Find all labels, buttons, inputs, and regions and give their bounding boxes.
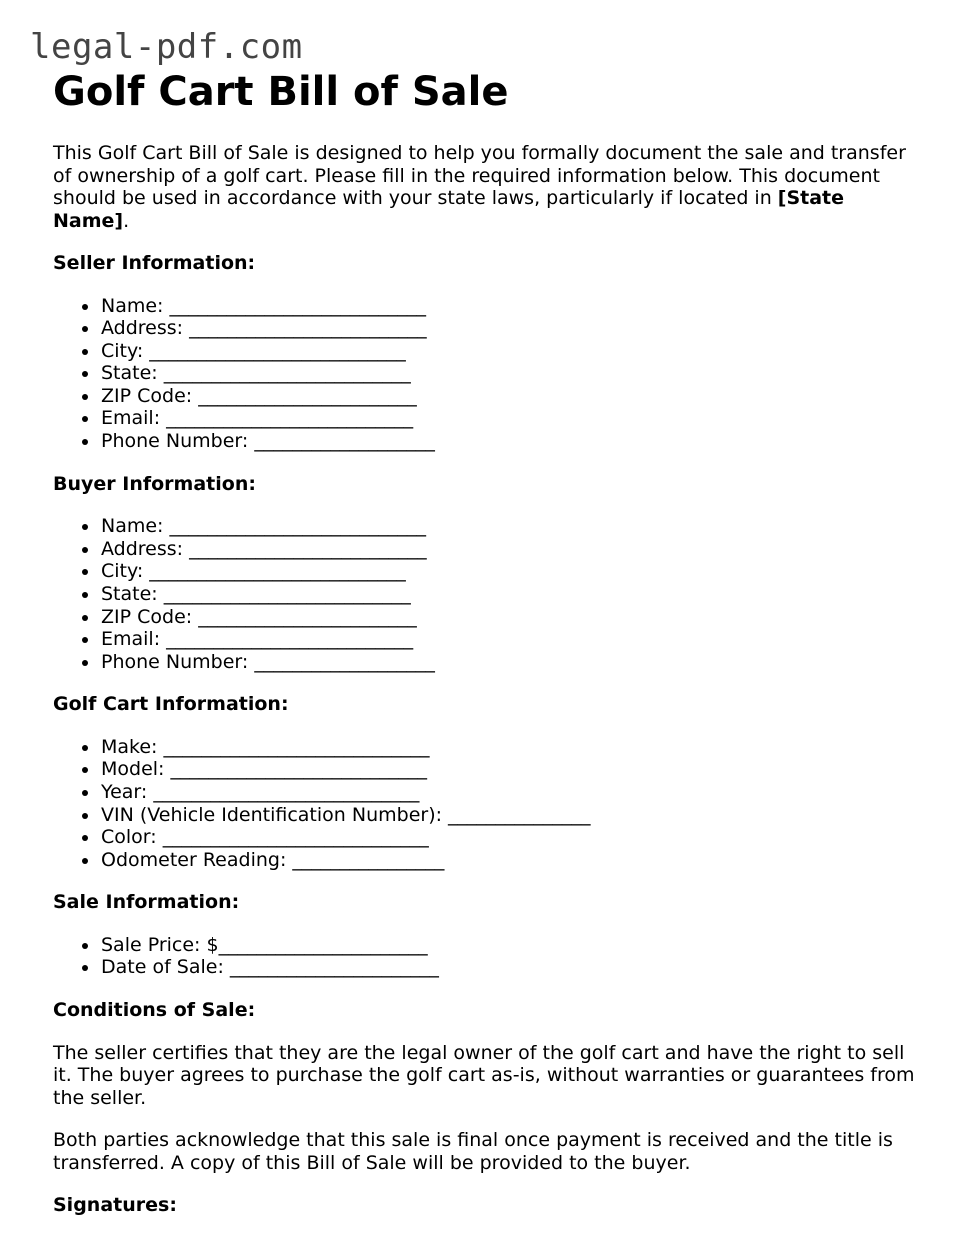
conditions-paragraph-2: Both parties acknowledge that this sale is final once payment is received and the title is transferred. A copy of this Bill of Sale will be provided to the buyer. [53,1129,893,1174]
seller-zip-field: ZIP Code: _______________________ [101,385,923,408]
cart-vin-field: VIN (Vehicle Identification Number): _______________ [101,804,923,827]
buyer-city-field: City: ___________________________ [101,560,923,583]
intro-end: . [123,209,130,232]
seller-city-field: City: ___________________________ [101,340,923,363]
seller-heading: Seller Information: [53,252,256,274]
conditions-heading: Conditions of Sale: [53,999,256,1022]
buyer-phone-field: Phone Number: ___________________ [101,651,923,674]
buyer-email-field: Email: __________________________ [101,628,923,651]
cart-make-field: Make: ____________________________ [101,736,923,759]
buyer-heading: Buyer Information: [53,472,256,495]
intro-paragraph [53,142,923,232]
buyer-state-field: State: __________________________ [101,583,923,606]
page-title: Golf Cart Bill of Sale [53,69,509,115]
seller-phone-field: Phone Number: ___________________ [101,430,923,453]
seller-state-field: State: __________________________ [101,362,923,385]
document [53,68,923,1217]
buyer-address-field: Address: _________________________ [101,538,923,561]
cart-color-field: Color: ____________________________ [101,826,923,849]
cart-odometer-field: Odometer Reading: ________________ [101,849,923,872]
sale-price-field: Sale Price: $______________________ [101,934,923,957]
seller-address-field: Address: _________________________ [101,317,923,340]
seller-email-field: Email: __________________________ [101,407,923,430]
buyer-zip-field: ZIP Code: _______________________ [101,606,923,629]
sale-field-list [53,934,923,979]
intro-text: This Golf Cart Bill of Sale is designed to help you formally document the sale and transfer of ownership of a golf cart. Please fill in the required information below. This document should be used in accordance with your state laws, particularly if located in [53,142,906,209]
conditions-paragraph-1: The seller certifies that they are the legal owner of the golf cart and have the right to sell it. The buyer agrees to purchase the golf cart as-is, without warranties or guarantees from the seller. [53,1041,915,1109]
seller-name-field: Name: ___________________________ [101,295,923,318]
sale-date-field: Date of Sale: ______________________ [101,956,923,979]
buyer-name-field: Name: ___________________________ [101,515,923,538]
cart-year-field: Year: ____________________________ [101,781,923,804]
sale-heading: Sale Information: [53,891,240,914]
buyer-field-list [53,515,923,673]
watermark: legal-pdf.com [30,27,303,67]
seller-field-list [53,295,923,453]
cart-heading: Golf Cart Information: [53,693,289,716]
cart-model-field: Model: ___________________________ [101,758,923,781]
signatures-heading: Signatures: [53,1194,177,1217]
intro-state-placeholder: [State Name] [53,187,845,232]
cart-field-list [53,736,923,872]
